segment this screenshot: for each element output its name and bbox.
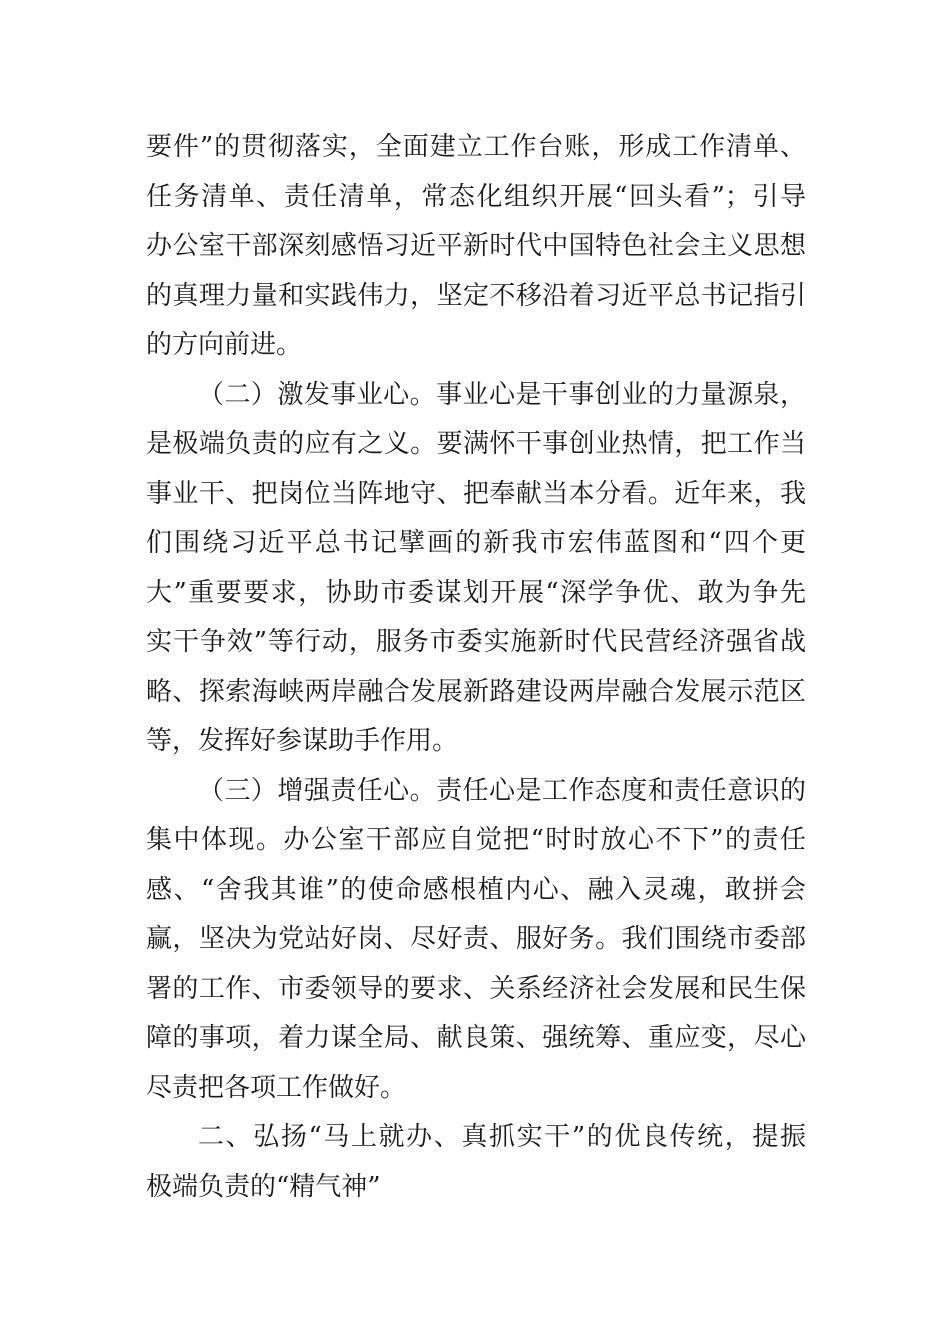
text-line: 实干争效”等行动，服务市委实施新时代民营经济强省战 (146, 627, 806, 657)
text-line: 办公室干部深刻感悟习近平新时代中国特色社会主义思想 (146, 231, 806, 261)
chapter-heading-line: 二、弘扬“马上就办、真抓实干”的优良传统，提振 (198, 1122, 806, 1152)
section-heading-line: （三）增强责任心。责任心是工作态度和责任意识的 (198, 775, 806, 806)
text-line: 们围绕习近平总书记擘画的新我市宏伟蓝图和“四个更 (146, 528, 806, 558)
text-line: 感、“舍我其谁”的使命感根植内心、融入灵魂，敢拼会 (146, 874, 806, 905)
text-line: 尽责把各项工作做好。 (146, 1072, 407, 1103)
text-line: 事业干、把岗位当阵地守、把奉献当本分看。近年来，我 (146, 478, 806, 509)
text-line: 等，发挥好参谋助手作用。 (146, 726, 459, 756)
text-line: 任务清单、责任清单，常态化组织开展“回头看”；引导 (146, 181, 806, 212)
text-line: 大”重要要求，协助市委谋划开展“深学争优、敢为争先 (146, 577, 806, 608)
body-text (146, 127, 806, 1216)
text-line: 的方向前进。 (146, 330, 303, 360)
text-line: 署的工作、市委领导的要求、关系经济社会发展和民生保 (146, 973, 806, 1004)
text-line: 赢，坚决为党站好岗、尽好责、服好务。我们围绕市委部 (146, 924, 806, 954)
text-line: 要件”的贯彻落实，全面建立工作台账，形成工作清单、 (146, 132, 806, 162)
text-line: 略、探索海峡两岸融合发展新路建设两岸融合发展示范区 (146, 676, 806, 707)
text-line: 集中体现。办公室干部应自觉把“时时放心不下”的责任 (146, 825, 806, 855)
section-heading-line: （二）激发事业心。事业心是干事创业的力量源泉， (198, 379, 806, 410)
chapter-heading-line: 极端负责的“精气神” (146, 1171, 381, 1202)
text-line: 障的事项，着力谋全局、献良策、强统筹、重应变，尽心 (146, 1023, 806, 1053)
text-line: 是极端负责的应有之义。要满怀干事创业热情，把工作当 (146, 429, 806, 459)
text-line: 的真理力量和实践伟力，坚定不移沿着习近平总书记指引 (146, 280, 806, 311)
